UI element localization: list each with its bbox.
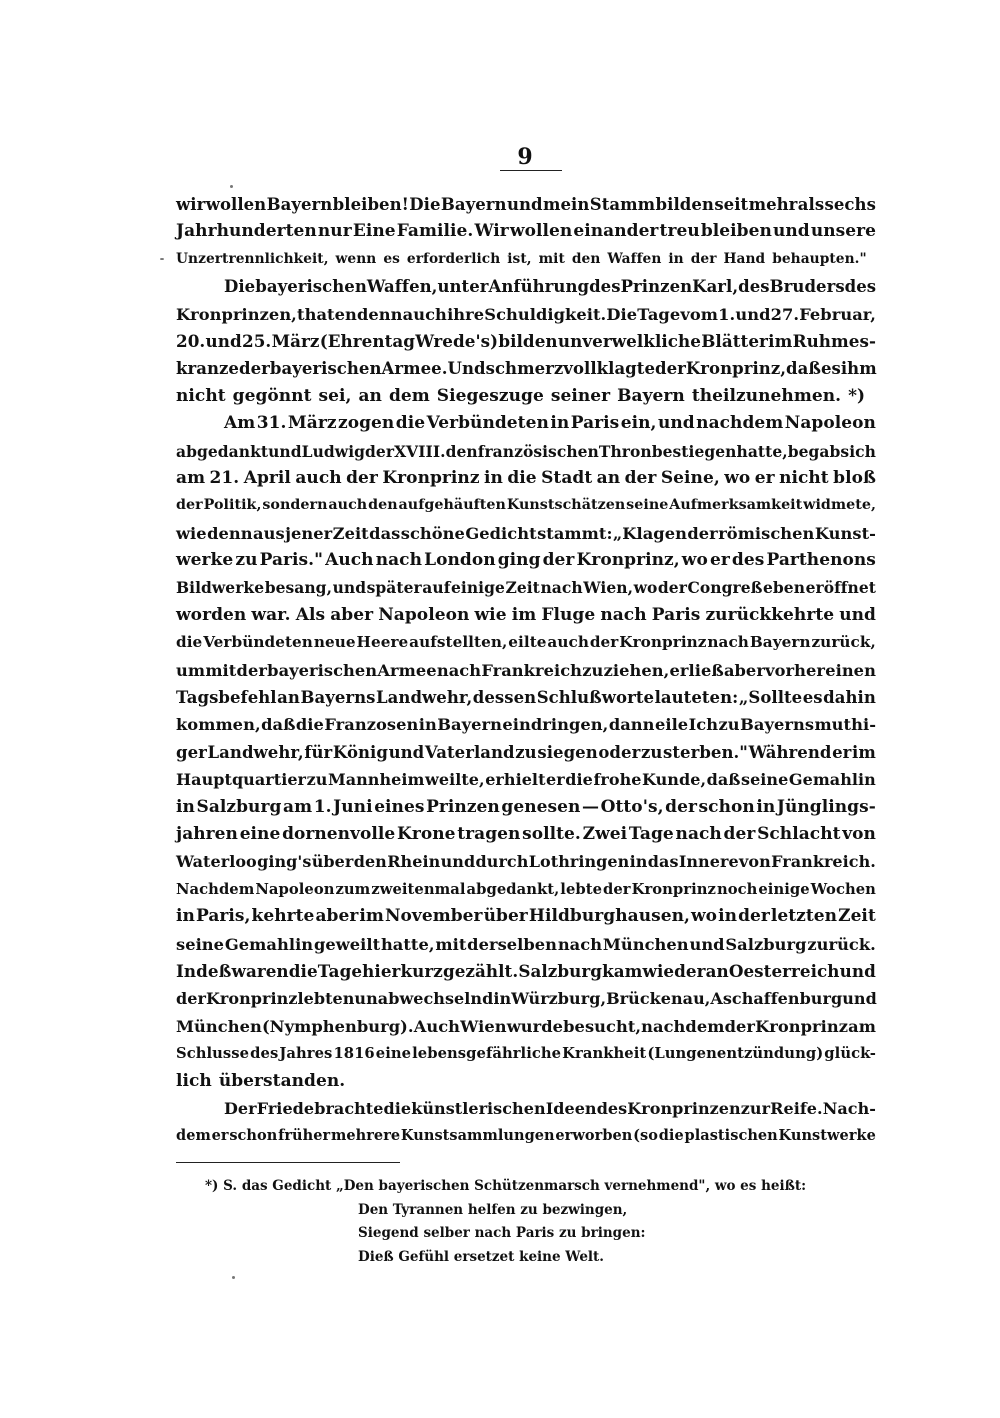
- text-line: Jahrhunderten nur Eine Familie. Wir wollen einander treu bleiben und unsere: [176, 221, 876, 242]
- text-line: Hauptquartier zu Mannheim weilte, erhielt er die frohe Kunde, daß seine Gemahlin: [176, 770, 876, 790]
- text-line: kranze der bayerischen Armee. Und schmerzvoll klagte der Kronprinz, daß es ihm: [176, 359, 877, 379]
- text-line: in Paris, kehrte aber im November über Hildburghausen, wo in der letzten Zeit: [176, 906, 876, 927]
- text-line: Die bayerischen Waffen, unter Anführung des Prinzen Karl, des Bruders des: [224, 277, 877, 297]
- text-line: kommen, daß die Franzosen in Bayern eindringen, dann eile Ich zu Bayerns muthi-: [176, 715, 876, 735]
- page-number-rule: [500, 170, 562, 171]
- text-line: Bildwerke besang, und später auf einige Zeit nach Wien, wo der Congreß eben eröffnet: [176, 578, 876, 598]
- text-line: Kronprinzen, thaten denn auch ihre Schuldigkeit. Die Tage vom 1. und 27. Februar,: [176, 304, 876, 324]
- scan-speck: [232, 1276, 235, 1279]
- text-line: jahren eine dornenvolle Krone tragen sollte. Zwei Tage nach der Schlacht von: [176, 823, 876, 844]
- text-line: worden war. Als aber Napoleon wie im Fluge nach Paris zurückkehrte und: [176, 604, 876, 625]
- text-line: Tagsbefehl an Bayerns Landwehr, dessen Schlußworte lauteten: „Sollte es dahin: [176, 688, 876, 708]
- text-line: Indeß waren die Tage hier kurz gezählt. Salzburg kam wieder an Oesterreich und: [176, 960, 876, 981]
- footnote: [205, 1175, 806, 1269]
- footnote-intro: *) S. das Gedicht „Den bayerischen Schützenmarsch vernehmend", wo es heißt:: [205, 1178, 807, 1194]
- text-line: nicht gegönnt sei, an dem Siegeszuge seiner Bayern theilzunehmen. *): [176, 385, 866, 406]
- text-line: lich überstanden.: [176, 1070, 346, 1091]
- text-line: Der Friede brachte die künstlerischen Ideen des Kronprinzen zur Reife. Nach-: [224, 1098, 876, 1118]
- footnote-verse-line: Dieß Gefühl ersetzet keine Welt.: [358, 1248, 604, 1265]
- text-line: werke zu Paris." Auch nach London ging der Kronprinz, wo er des Parthenons: [176, 550, 876, 571]
- page-number: 9: [517, 144, 533, 170]
- text-line: seine Gemahlin geweilt hatte, mit derselben nach München und Salzburg zurück.: [176, 934, 876, 954]
- text-line: abgedankt und Ludwig der XVIII. den französischen Thron bestiegen hatte, begab sich: [176, 441, 876, 461]
- text-line: wir wollen Bayern bleiben! Die Bayern und mein Stamm bilden seit mehr als sechs: [176, 195, 876, 214]
- text-line: 20. und 25. März (Ehrentag Wrede's) bilden unverwelkliche Blätter im Ruhmes-: [176, 330, 876, 351]
- footnote-verse-line: Den Tyrannen helfen zu bezwingen,: [358, 1201, 628, 1218]
- scan-speck: [230, 185, 233, 188]
- text-line: in Salzburg am 1. Juni eines Prinzen genesen — Otto's, der schon in Jünglings-: [176, 796, 876, 817]
- body-text: [176, 191, 876, 1150]
- footnote-verse-line: Siegend selber nach Paris zu bringen:: [358, 1225, 646, 1241]
- text-line: Unzertrennlichkeit, wenn es erforderlich ist, mit den Waffen in der Hand behaupten.": [176, 250, 867, 267]
- text-line: Schlusse des Jahres 1816 eine lebensgefährliche Krankheit (Lungenentzündung) glück-: [176, 1045, 876, 1063]
- text-line: der Kronprinz lebte nun abwechselnd in Würzburg, Brückenau, Aschaffenburg und: [176, 989, 877, 1009]
- footnote-rule: [176, 1162, 400, 1163]
- text-line: dem er schon früher mehrere Kunstsammlungen erworben (so die plastischen Kunstwerke: [176, 1127, 876, 1145]
- text-line: Am 31. März zogen die Verbündeten in Paris ein, und nachdem Napoleon: [224, 413, 876, 434]
- text-line: wie denn aus jener Zeit das schöne Gedicht stammt: „Klagen der römischen Kunst-: [176, 523, 876, 543]
- text-line: Nachdem Napoleon zum zweitenmal abgedankt, lebte der Kronprinz noch einige Wochen: [176, 880, 876, 898]
- scan-speck: [160, 258, 164, 260]
- text-line: München (Nymphenburg). Auch Wien wurde besucht, nachdem der Kronprinz am: [176, 1016, 876, 1036]
- text-line: ger Landwehr, für König und Vaterland zu siegen oder zu sterben." Während er im: [176, 742, 876, 762]
- text-line: der Politik, sondern auch den aufgehäuften Kunstschätzen seine Aufmerksamkeit widmete,: [176, 497, 876, 514]
- text-line: Waterloo ging's über den Rhein und durch Lothringen in das Innere von Frankreich.: [176, 852, 876, 872]
- text-line: die Verbündeten neue Heere aufstellten, eilte auch der Kronprinz nach Bayern zurück,: [176, 633, 876, 652]
- text-line: um mit der bayerischen Armee nach Frankreich zu ziehen, erließ aber vorher einen: [176, 660, 876, 680]
- text-line: am 21. April auch der Kronprinz in die Stadt an der Seine, wo er nicht bloß: [176, 467, 876, 488]
